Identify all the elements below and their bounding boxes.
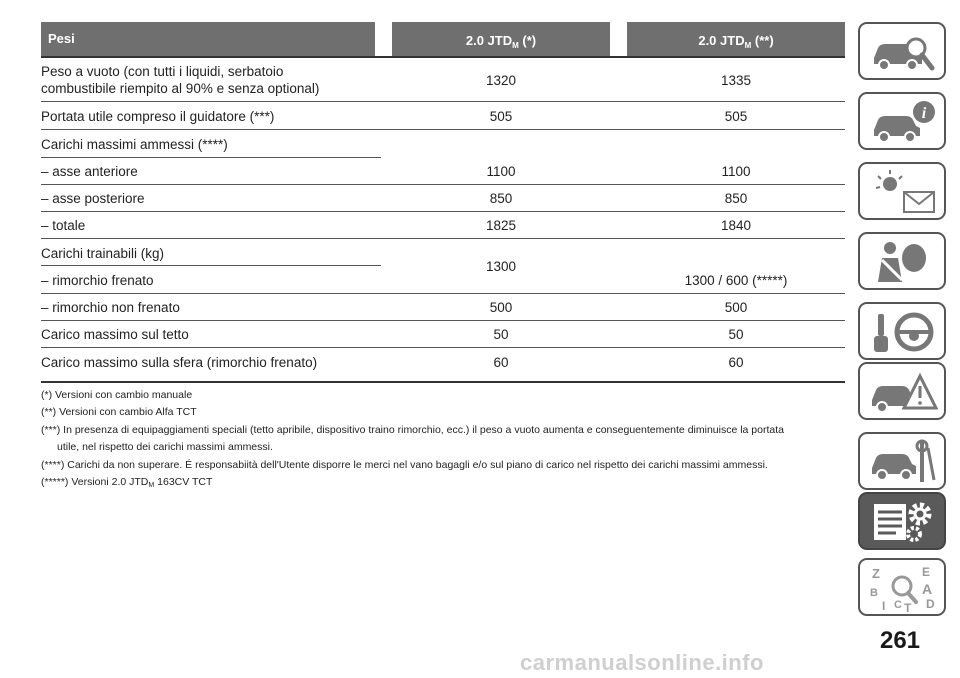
row-divider (41, 184, 845, 185)
svg-text:C: C (894, 599, 902, 611)
page-number: 261 (879, 627, 921, 654)
car-search-icon (868, 28, 938, 76)
table-row-label: Carico massimo sul tetto (41, 327, 189, 342)
header-label-manual: 2.0 $JTD_M$ (*) (465, 33, 537, 50)
row-divider (41, 265, 381, 266)
header-label-tct: 2.0 $JTD_M$ (**) (698, 33, 774, 50)
footnote: (*****) Versioni 2.0 $JTD_M$ 163CV TCT (41, 476, 213, 489)
technical-data-gear-icon (868, 498, 938, 546)
row-divider (41, 320, 845, 321)
table-cell-value: 1100 (721, 164, 751, 179)
table-header-manual (392, 22, 610, 56)
table-cell-value: 1320 (485, 73, 517, 88)
table-cell-value: 60 (493, 355, 509, 370)
footnote: (****) Carichi da non superare. É responsabiità dell'Utente disporre le merci nel vano bagagli e/o sul piano di carico nel rispetto dei carichi massimi ammessi. (41, 459, 768, 471)
footnote: (**) Versioni con cambio Alfa TCT (41, 406, 197, 418)
table-row-label: Carichi trainabili (kg) (41, 246, 165, 261)
svg-text:D: D (926, 597, 935, 611)
table-row-label: – rimorchio non frenato (41, 300, 180, 315)
table-cell-value: 505 (489, 109, 513, 124)
table-row-label: Portata utile compreso il guidatore (***) (41, 109, 275, 124)
row-divider (41, 211, 845, 212)
footnote: (***) In presenza di equipaggiamenti speciali (tetto apribile, dispositivo traino rimorchio, ecc.) il peso a vuoto aumenta e conseguentemente diminuisce la portata (41, 424, 784, 436)
side-tab-start-drive[interactable] (858, 302, 946, 360)
footnote: (*) Versioni con cambio manuale (41, 389, 193, 401)
side-tab-technical-data[interactable] (858, 492, 946, 550)
side-tab-index[interactable] (858, 558, 946, 616)
row-divider (41, 293, 845, 294)
svg-text:I: I (882, 599, 886, 612)
index-letters-icon (868, 564, 938, 612)
table-cell-value: 500 (724, 300, 748, 315)
car-service-tools-icon (868, 438, 938, 486)
table-cell-value: 1300 (485, 259, 517, 274)
svg-text:B: B (870, 587, 878, 599)
table-cell-value: 850 (724, 191, 748, 206)
table-header-pesi (41, 22, 375, 56)
row-divider (41, 157, 381, 158)
header-divider (41, 56, 845, 58)
table-row-label: – asse posteriore (41, 191, 145, 206)
watermark: carmanualsonline.info (520, 650, 764, 675)
header-label-pesi: Pesi (48, 31, 75, 46)
car-hazard-icon (868, 368, 938, 416)
table-cell-value: 1100 (486, 164, 516, 179)
car-info-icon (868, 98, 938, 146)
table-cell-value: 1825 (485, 218, 517, 233)
airbag-seatbelt-icon (868, 238, 938, 286)
side-tab-safety[interactable] (858, 232, 946, 290)
key-steering-wheel-icon (868, 308, 938, 356)
table-header-tct (627, 22, 845, 56)
table-cell-value: 50 (728, 327, 744, 342)
row-divider (41, 129, 845, 130)
table-cell-value: 1335 (720, 73, 752, 88)
table-row-label: – rimorchio frenato (41, 273, 154, 288)
row-divider (41, 101, 845, 102)
table-cell-value: 50 (493, 327, 509, 342)
svg-text:A: A (922, 581, 933, 597)
table-row-label: Carichi massimi ammessi (****) (41, 137, 228, 152)
table-bottom-rule (41, 381, 845, 383)
warning-light-message-icon (868, 168, 938, 216)
svg-text:i: i (921, 105, 927, 122)
table-row-label: – totale (41, 218, 86, 233)
svg-text:E: E (922, 565, 931, 579)
svg-text:Z: Z (872, 566, 880, 581)
row-divider (41, 238, 845, 239)
table-row-label: – asse anteriore (41, 164, 138, 179)
table-cell-value: 1300 / 600 (*****) (684, 273, 788, 288)
table-cell-value: 850 (489, 191, 513, 206)
table-cell-value: 505 (724, 109, 748, 124)
side-tab-car-search[interactable] (858, 22, 946, 80)
table-cell-value: 60 (728, 355, 744, 370)
svg-text:T: T (904, 601, 912, 612)
side-tab-car-info[interactable] (858, 92, 946, 150)
table-row-label: Peso a vuoto (con tutti i liquidi, serbatoio combustibile riempito al 90% e senza optional) (41, 64, 320, 96)
row-divider (41, 347, 845, 348)
table-cell-value: 1840 (720, 218, 752, 233)
footnote: utile, nel rispetto dei carichi massimi ammessi. (57, 441, 273, 453)
side-tab-warning-lights[interactable] (858, 162, 946, 220)
table-cell-value: 500 (489, 300, 513, 315)
side-tab-emergency[interactable] (858, 362, 946, 420)
table-row-label: Carico massimo sulla sfera (rimorchio frenato) (41, 355, 318, 370)
side-tab-maintenance[interactable] (858, 432, 946, 490)
